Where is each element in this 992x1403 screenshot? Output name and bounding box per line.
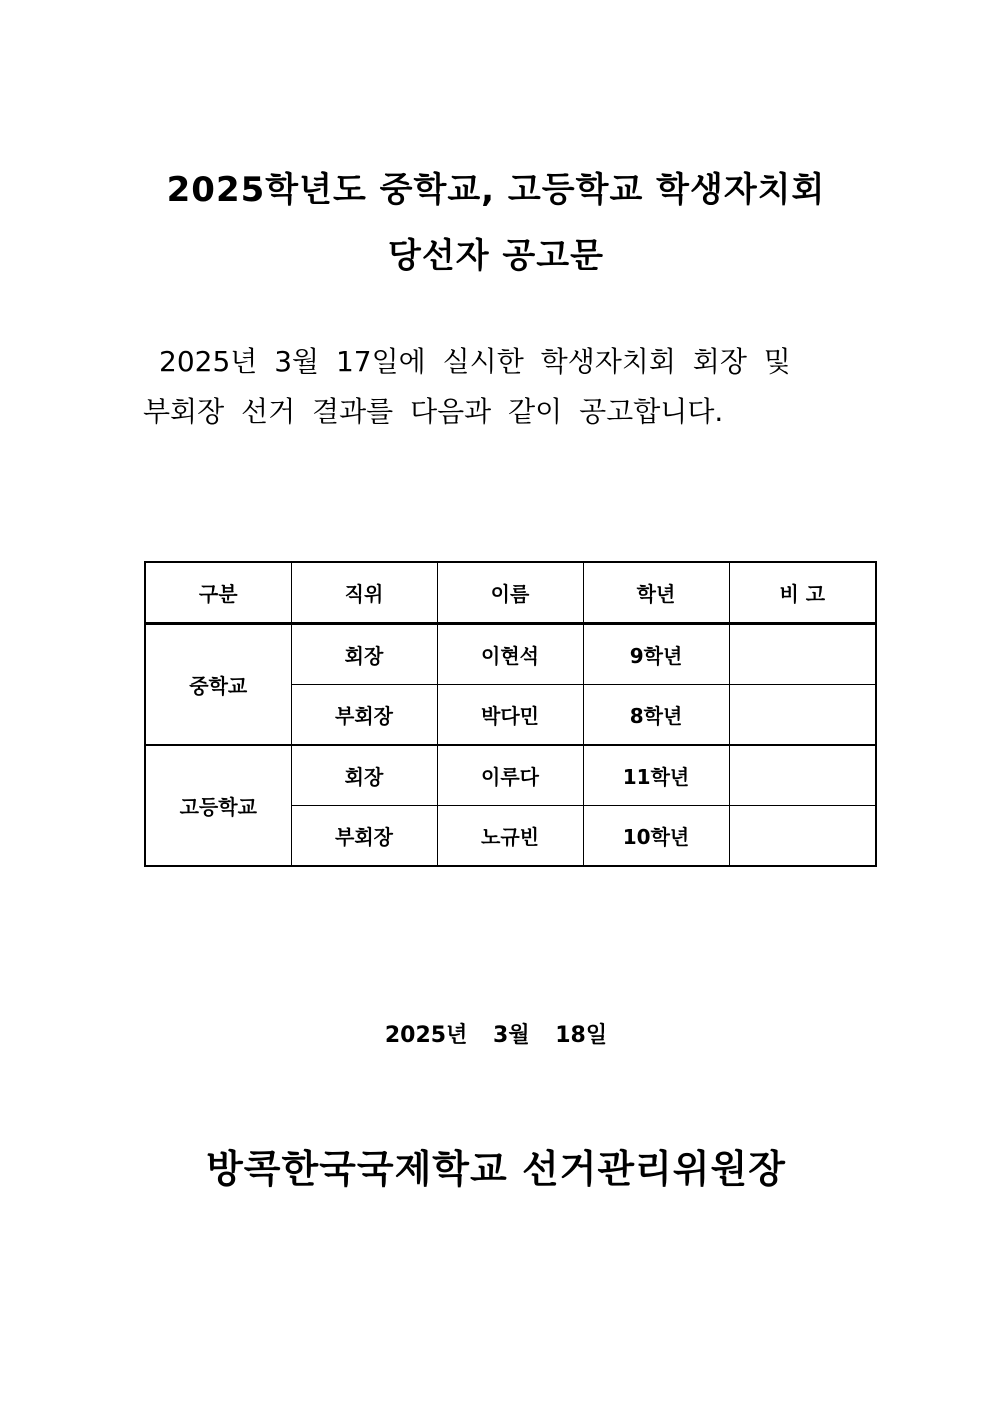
grade-cell: 9학년	[583, 624, 729, 685]
category-cell-high-school: 고등학교	[145, 745, 291, 866]
position-cell: 부회장	[291, 806, 437, 867]
header-position: 직위	[291, 562, 437, 624]
intro-text-line-2: 부회장 선거 결과를 다음과 같이 공고합니다.	[143, 395, 724, 428]
note-cell	[729, 745, 876, 806]
grade-cell: 10학년	[583, 806, 729, 867]
name-cell: 박다민	[437, 685, 583, 746]
grade-cell: 11학년	[583, 745, 729, 806]
announcement-date: 2025년 3월 18일	[384, 1023, 608, 1048]
name-cell: 노규빈	[437, 806, 583, 867]
election-results-table	[144, 561, 877, 867]
header-note: 비 고	[729, 562, 876, 624]
document-title-line-2: 당선자 공고문	[388, 236, 604, 276]
document-title-line-1: 2025학년도 중학교, 고등학교 학생자치회	[166, 170, 826, 210]
intro-text-line-1: 2025년 3월 17일에 실시한 학생자치회 회장 및	[159, 345, 791, 378]
table-row	[145, 745, 876, 806]
name-cell: 이현석	[437, 624, 583, 685]
note-cell	[729, 685, 876, 746]
note-cell	[729, 624, 876, 685]
note-cell	[729, 806, 876, 867]
header-grade: 학년	[583, 562, 729, 624]
header-name: 이름	[437, 562, 583, 624]
position-cell: 회장	[291, 624, 437, 685]
name-cell: 이루다	[437, 745, 583, 806]
header-category: 구분	[145, 562, 291, 624]
issuer-signature: 방콕한국국제학교 선거관리위원장	[206, 1147, 786, 1191]
position-cell: 부회장	[291, 685, 437, 746]
grade-cell: 8학년	[583, 685, 729, 746]
table-header-row	[145, 562, 876, 624]
category-cell-middle-school: 중학교	[145, 624, 291, 746]
table-row	[145, 624, 876, 685]
position-cell: 회장	[291, 745, 437, 806]
